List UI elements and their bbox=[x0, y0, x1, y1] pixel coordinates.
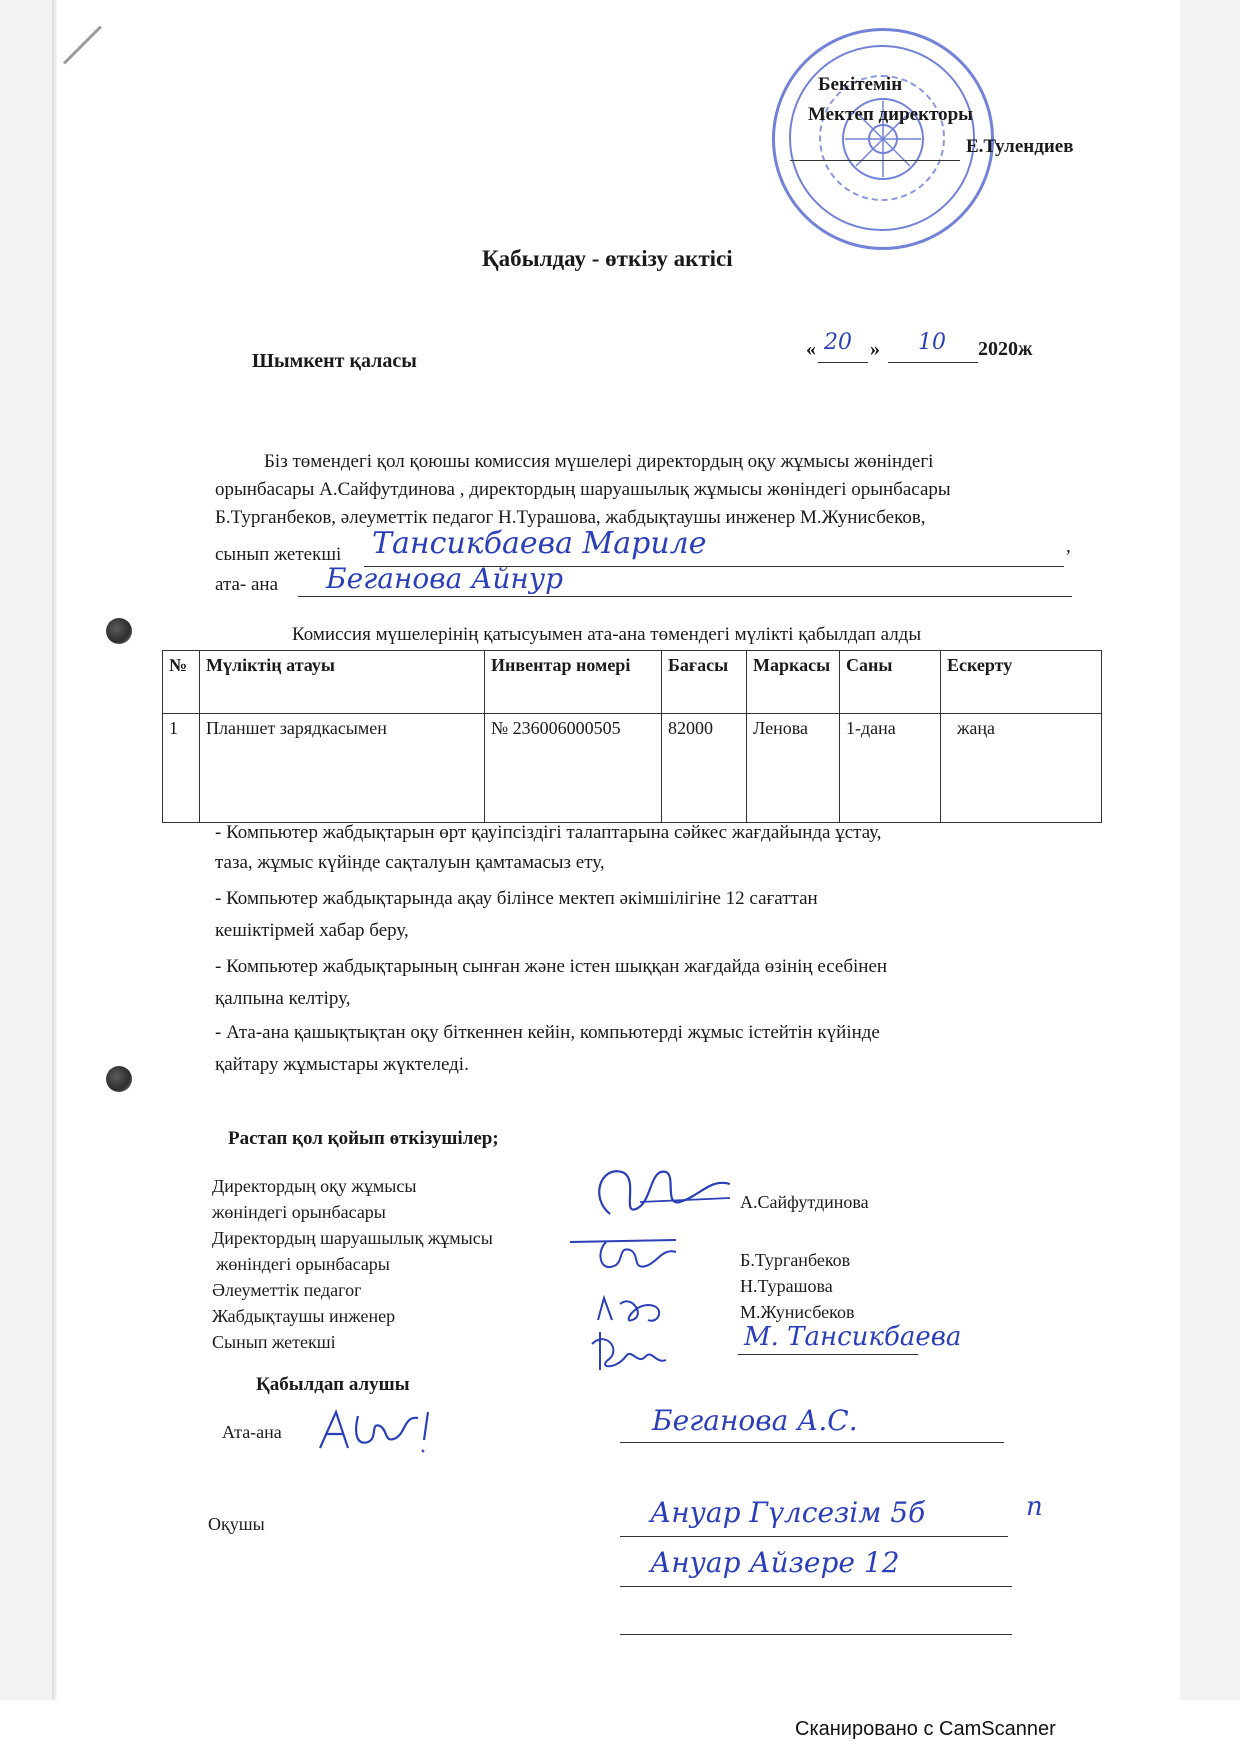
scanner-watermark: Сканировано с CamScanner bbox=[795, 1718, 1056, 1740]
stamp-emblem-icon bbox=[775, 31, 991, 247]
signature-parent-icon bbox=[314, 1402, 444, 1458]
parent-label: ата- ана bbox=[215, 574, 279, 595]
student3-sign-line bbox=[620, 1634, 1012, 1635]
name-turganbekov: Б.Турганбеков bbox=[740, 1250, 851, 1270]
cell-inventory: № 236006000505 bbox=[485, 714, 662, 823]
parent-name-handwritten: Беганова А.С. bbox=[652, 1404, 858, 1437]
name-saifutdinova: А.Сайфутдинова bbox=[740, 1192, 869, 1212]
obligation-line-7: - Ата-ана қашықтықтан оқу біткеннен кейін, компьютерді жұмыс істейтін күйінде bbox=[215, 1022, 880, 1043]
obligation-line-1: - Компьютер жабдықтарын өрт қауіпсіздігі талаптарына сәйкес жағдайында ұстау, bbox=[215, 822, 882, 843]
student1-sign-line bbox=[620, 1536, 1008, 1537]
col-header-brand: Маркасы bbox=[747, 651, 840, 714]
obligation-line-6: қалпына келтіру, bbox=[215, 988, 351, 1009]
inventory-table bbox=[162, 650, 1102, 823]
role-academic-deputy-1: Директордың оқу жұмысы bbox=[212, 1176, 417, 1196]
role-supply-engineer: Жабдықтаушы инженер bbox=[212, 1306, 396, 1326]
receiver-heading: Қабылдап алушы bbox=[256, 1374, 410, 1395]
class-teacher-handwritten: Тансикбаева Мариле bbox=[372, 526, 707, 561]
class-teacher-sign-line bbox=[738, 1354, 918, 1355]
official-stamp bbox=[772, 28, 994, 250]
obligation-line-2: таза, жұмыс күйінде сақталуын қамтамасыз ету, bbox=[215, 852, 605, 873]
intro-line-2: орынбасары А.Сайфутдинова , директордың шаруашылық жұмысы жөніндегі орынбасары bbox=[215, 479, 951, 500]
date-month-line bbox=[888, 362, 978, 363]
date-day-line bbox=[818, 362, 868, 363]
commission-line: Комиссия мүшелерінің қатысуымен ата-ана төмендегі мүлікті қабылдап алды bbox=[292, 624, 922, 645]
date-close-quote: » bbox=[870, 338, 880, 360]
document-title: Қабылдау - өткізу актісі bbox=[482, 246, 733, 271]
class-teacher-label: сынып жетекші bbox=[215, 544, 342, 565]
director-name: Е.Тулендиев bbox=[966, 136, 1074, 157]
cell-note: жаңа bbox=[941, 714, 1102, 823]
obligation-line-3: - Компьютер жабдықтарында ақау білінсе мектеп әкімшілігіне 12 сағаттан bbox=[215, 888, 818, 909]
col-header-inventory: Инвентар номері bbox=[485, 651, 662, 714]
role-social-pedagogue: Әлеуметтік педагог bbox=[212, 1280, 362, 1300]
paper-edge bbox=[52, 0, 58, 1700]
approval-word: Бекітемін bbox=[818, 74, 903, 95]
obligation-line-8: қайтару жұмыстары жүктеледі. bbox=[215, 1054, 469, 1075]
role-business-deputy-2: жөніндегі орынбасары bbox=[216, 1254, 390, 1274]
intro-line-1: Біз төмендегі қол қоюшы комиссия мүшелері директордың оқу жұмысы жөніндегі bbox=[264, 451, 934, 472]
trailing-comma: , bbox=[1066, 536, 1071, 557]
signature-saifutdinova-icon bbox=[580, 1158, 740, 1228]
col-header-num: № bbox=[163, 651, 200, 714]
table-header-row bbox=[163, 651, 1102, 714]
signature-turganbekov-icon bbox=[566, 1222, 706, 1282]
cell-name: Планшет зарядкасымен bbox=[200, 714, 485, 823]
cell-brand: Ленова bbox=[747, 714, 840, 823]
date-open-quote: « bbox=[806, 338, 816, 360]
date-month: 10 bbox=[918, 330, 946, 355]
signature-turashova-icon bbox=[592, 1290, 672, 1330]
parent-role-label: Ата-ана bbox=[222, 1422, 282, 1442]
student2-sign-line bbox=[620, 1586, 1012, 1587]
role-business-deputy-1: Директордың шаруашылық жұмысы bbox=[212, 1228, 493, 1248]
name-zhunisbekov: М.Жунисбеков bbox=[740, 1302, 855, 1322]
role-class-teacher: Сынып жетекші bbox=[212, 1332, 336, 1352]
student2-handwritten: Ануар Айзере 12 bbox=[650, 1546, 900, 1579]
director-title: Мектеп директоры bbox=[808, 104, 974, 125]
punch-hole-top bbox=[106, 618, 132, 644]
city-label: Шымкент қаласы bbox=[252, 350, 417, 372]
col-header-price: Бағасы bbox=[662, 651, 747, 714]
date-day: 20 bbox=[824, 330, 852, 355]
cell-num: 1 bbox=[163, 714, 200, 823]
date-year: 2020ж bbox=[978, 338, 1033, 360]
intro-line-3: Б.Турганбеков, әлеуметтік педагог Н.Турашова, жабдықтаушы инженер М.Жунисбеков, bbox=[215, 507, 926, 528]
col-header-qty: Саны bbox=[840, 651, 941, 714]
punch-hole-bottom bbox=[106, 1066, 132, 1092]
student-role-label: Оқушы bbox=[208, 1514, 265, 1534]
role-academic-deputy-2: жөніндегі орынбасары bbox=[212, 1202, 386, 1222]
parent-handwritten: Беганова Айнур bbox=[326, 562, 564, 595]
cell-qty: 1-дана bbox=[840, 714, 941, 823]
cell-price: 82000 bbox=[662, 714, 747, 823]
student1-suffix: п bbox=[1026, 1492, 1043, 1522]
parent-line bbox=[298, 596, 1072, 597]
obligation-line-4: кешіктірмей хабар беру, bbox=[215, 920, 409, 941]
parent-sign-line bbox=[620, 1442, 1004, 1443]
signatories-heading: Растап қол қойып өткізушілер; bbox=[228, 1128, 499, 1149]
student1-handwritten: Ануар Гүлсезім 5б bbox=[650, 1496, 926, 1529]
obligation-line-5: - Компьютер жабдықтарының сынған және істен шыққан жағдайда өзінің есебінен bbox=[215, 956, 888, 977]
director-sign-line bbox=[790, 160, 960, 161]
col-header-name: Мүліктің атауы bbox=[200, 651, 485, 714]
table-row bbox=[163, 714, 1102, 823]
name-turashova: Н.Турашова bbox=[740, 1276, 833, 1296]
class-teacher-signature-name: М. Тансикбаева bbox=[744, 1322, 962, 1352]
signature-zhunisbekov-icon bbox=[586, 1326, 676, 1376]
col-header-note: Ескерту bbox=[941, 651, 1102, 714]
